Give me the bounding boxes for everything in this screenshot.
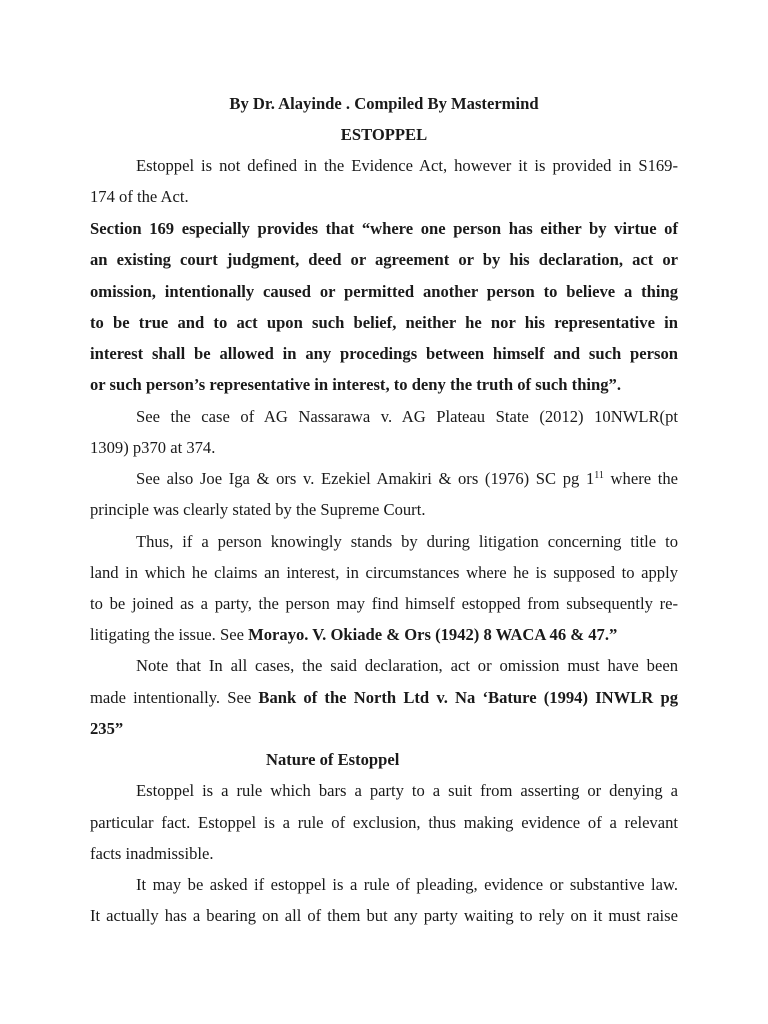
section-169-line: Section 169 especially provides that “where one person has either by virtue of: [90, 219, 678, 238]
paragraph-line: [90, 687, 678, 709]
paragraph-line: See the case of AG Nassarawa v. AG Plateau State (2012) 10NWLR(pt: [136, 407, 678, 426]
paragraph-line: 174 of the Act.: [90, 187, 189, 206]
section-169-line: omission, intentionally caused or permitted another person to believe a thing: [90, 282, 678, 301]
paragraph-line: [136, 468, 678, 490]
paragraph-line: Note that In all cases, the said declaration, act or omission must have been: [136, 656, 678, 675]
paragraph-line: It may be asked if estoppel is a rule of pleading, evidence or substantive law.: [136, 875, 678, 894]
section-169-line: to be true and to act upon such belief, neither he nor his representative in: [90, 313, 678, 332]
section-169-line: interest shall be allowed in any procedings between himself and such person: [90, 344, 678, 363]
document-title: ESTOPPEL: [340, 125, 428, 144]
paragraph-line: principle was clearly stated by the Supreme Court.: [90, 500, 426, 519]
paragraph-text: made intentionally. See: [90, 688, 259, 707]
paragraph-text: litigating the issue. See: [90, 625, 249, 644]
footnote-reference: 11: [594, 470, 604, 481]
paragraph-line: Estoppel is a rule which bars a party to a suit from asserting or denying a: [136, 781, 678, 800]
paragraph-line: facts inadmissible.: [90, 844, 214, 863]
section-169-line: or such person’s representative in interest, to deny the truth of such thing”.: [90, 375, 621, 394]
section-169-line: an existing court judgment, deed or agreement or by his declaration, act or: [90, 250, 678, 269]
section-heading: Nature of Estoppel: [266, 750, 400, 769]
paragraph-text: See also Joe Iga & ors v. Ezekiel Amakiri & ors (1976) SC pg 1: [136, 469, 595, 488]
paragraph-line: particular fact. Estoppel is a rule of exclusion, thus making evidence of a relevant: [90, 813, 678, 832]
paragraph-line: Thus, if a person knowingly stands by during litigation concerning title to: [136, 532, 678, 551]
paragraph-line: land in which he claims an interest, in circumstances where he is supposed to apply: [90, 563, 678, 582]
case-citation: 235”: [90, 719, 124, 738]
byline: By Dr. Alayinde . Compiled By Mastermind: [229, 94, 539, 113]
case-citation: Morayo. V. Okiade & Ors (1942) 8 WACA 46 & 47.”: [248, 625, 618, 644]
paragraph-line: [90, 624, 617, 646]
paragraph-line: It actually has a bearing on all of them but any party waiting to rely on it must raise: [90, 906, 678, 925]
case-citation: Bank of the North Ltd v. Na ‘Bature (1994) INWLR pg: [258, 688, 678, 707]
paragraph-text: where the: [603, 469, 678, 488]
paragraph-line: to be joined as a party, the person may find himself estopped from subsequently re-: [90, 594, 678, 613]
paragraph-line: Estoppel is not defined in the Evidence Act, however it is provided in S169-: [136, 156, 678, 175]
paragraph-line: 1309) p370 at 374.: [90, 438, 216, 457]
